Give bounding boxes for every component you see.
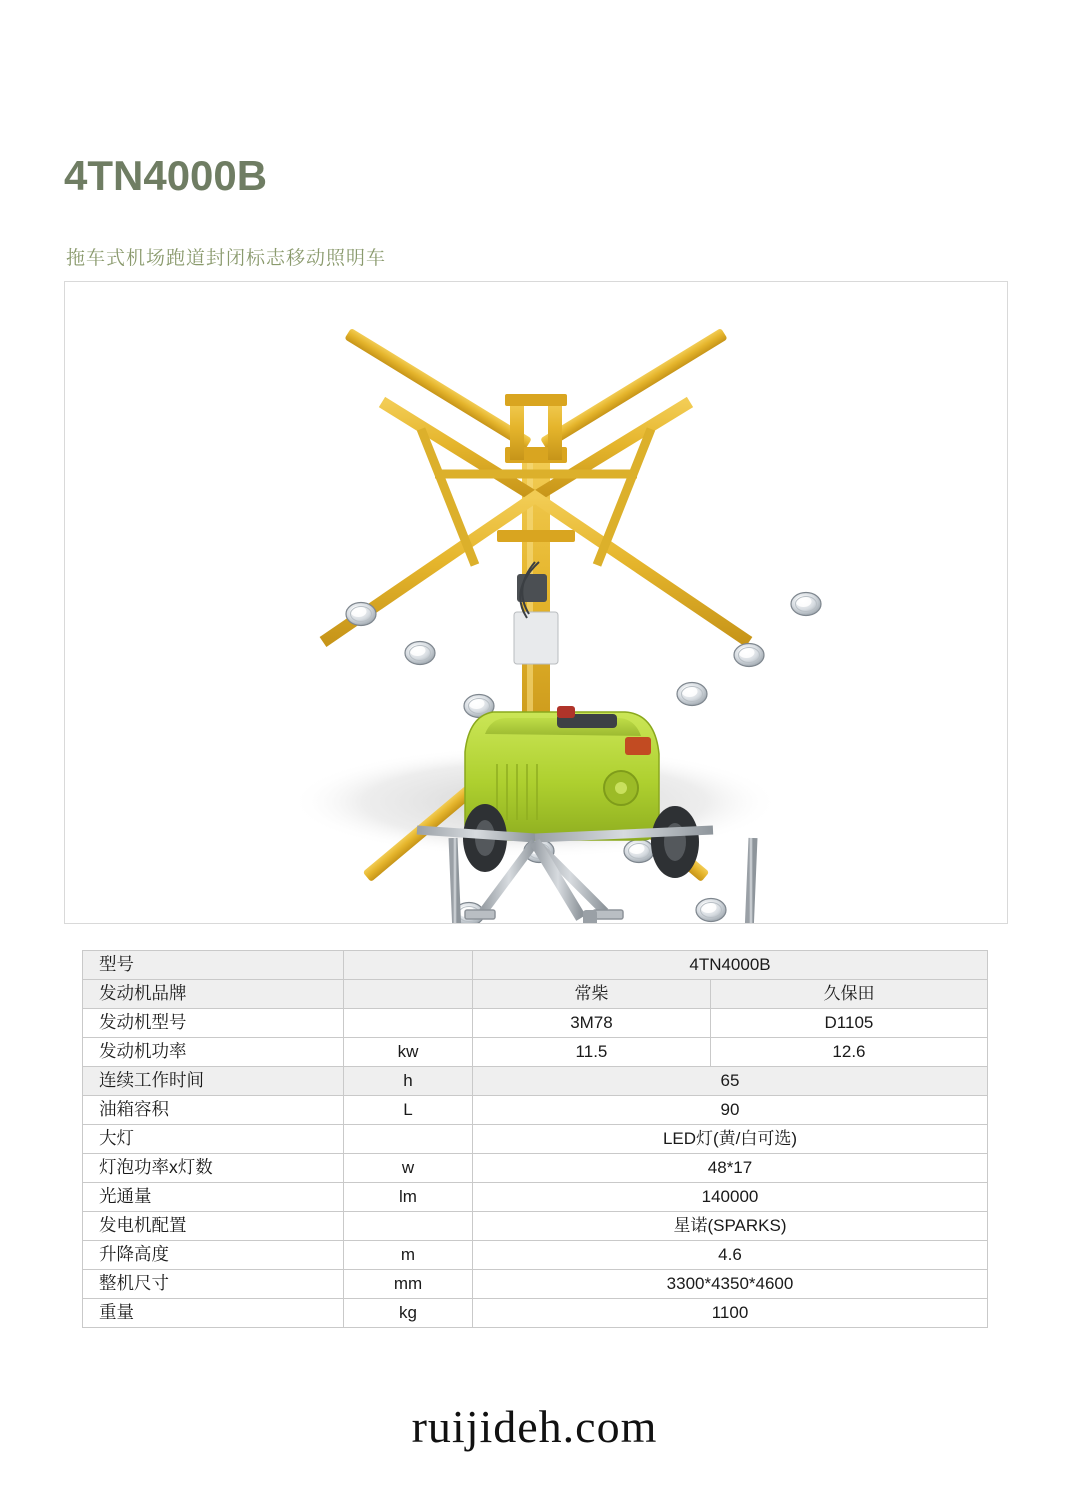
spec-value: 1100 [473,1299,988,1328]
spec-value: 3M78 [473,1009,711,1038]
spec-value: 48*17 [473,1154,988,1183]
spec-unit [344,1212,473,1241]
spec-value: 星诺(SPARKS) [473,1212,988,1241]
specification-table [82,950,988,1328]
table-row [83,1038,988,1067]
spec-value: 4TN4000B [473,951,988,980]
site-watermark: ruijideh.com [411,1401,658,1452]
spec-value-alt: D1105 [710,1009,987,1038]
spec-label: 光通量 [83,1183,344,1212]
spec-label: 型号 [83,951,344,980]
page-subtitle: 拖车式机场跑道封闭标志移动照明车 [66,248,387,269]
spec-label: 灯泡功率x灯数 [83,1154,344,1183]
spec-label: 发动机功率 [83,1038,344,1067]
table-row [83,980,988,1009]
spec-label: 重量 [83,1299,344,1328]
spec-unit [344,1125,473,1154]
spec-label: 发动机型号 [83,1009,344,1038]
spec-value: 65 [473,1067,988,1096]
product-photo [65,282,1007,923]
spec-value: 3300*4350*4600 [473,1270,988,1299]
spec-unit [344,1009,473,1038]
spec-label: 油箱容积 [83,1096,344,1125]
spec-value: 140000 [473,1183,988,1212]
spec-label: 发电机配置 [83,1212,344,1241]
spec-value: 11.5 [473,1038,711,1067]
spec-unit: mm [344,1270,473,1299]
spec-unit [344,980,473,1009]
table-row [83,1067,988,1096]
spec-value-alt: 12.6 [710,1038,987,1067]
spec-table-body [83,951,988,1328]
table-row [83,1299,988,1328]
table-row [83,1270,988,1299]
spec-label: 连续工作时间 [83,1067,344,1096]
table-row [83,1183,988,1212]
spec-value: 4.6 [473,1241,988,1270]
table-row [83,1096,988,1125]
spec-label: 大灯 [83,1125,344,1154]
spec-label: 整机尺寸 [83,1270,344,1299]
table-row [83,1212,988,1241]
spec-value-alt: 久保田 [710,980,987,1009]
spec-unit [344,951,473,980]
spec-value: 常柴 [473,980,711,1009]
spec-value: LED灯(黄/白可选) [473,1125,988,1154]
spec-unit: L [344,1096,473,1125]
product-photo-frame [64,281,1008,924]
spec-unit: kg [344,1299,473,1328]
spec-label: 发动机品牌 [83,980,344,1009]
lighting-tower-illustration [65,282,1007,923]
spec-label: 升降高度 [83,1241,344,1270]
table-row [83,1154,988,1183]
spec-value: 90 [473,1096,988,1125]
table-row [83,1241,988,1270]
spec-unit: m [344,1241,473,1270]
spec-unit: w [344,1154,473,1183]
mast [497,394,575,757]
table-row [83,951,988,980]
spec-unit: kw [344,1038,473,1067]
spec-unit: lm [344,1183,473,1212]
table-row [83,1125,988,1154]
spec-unit: h [344,1067,473,1096]
page-title: 4TN4000B [64,152,268,199]
table-row [83,1009,988,1038]
